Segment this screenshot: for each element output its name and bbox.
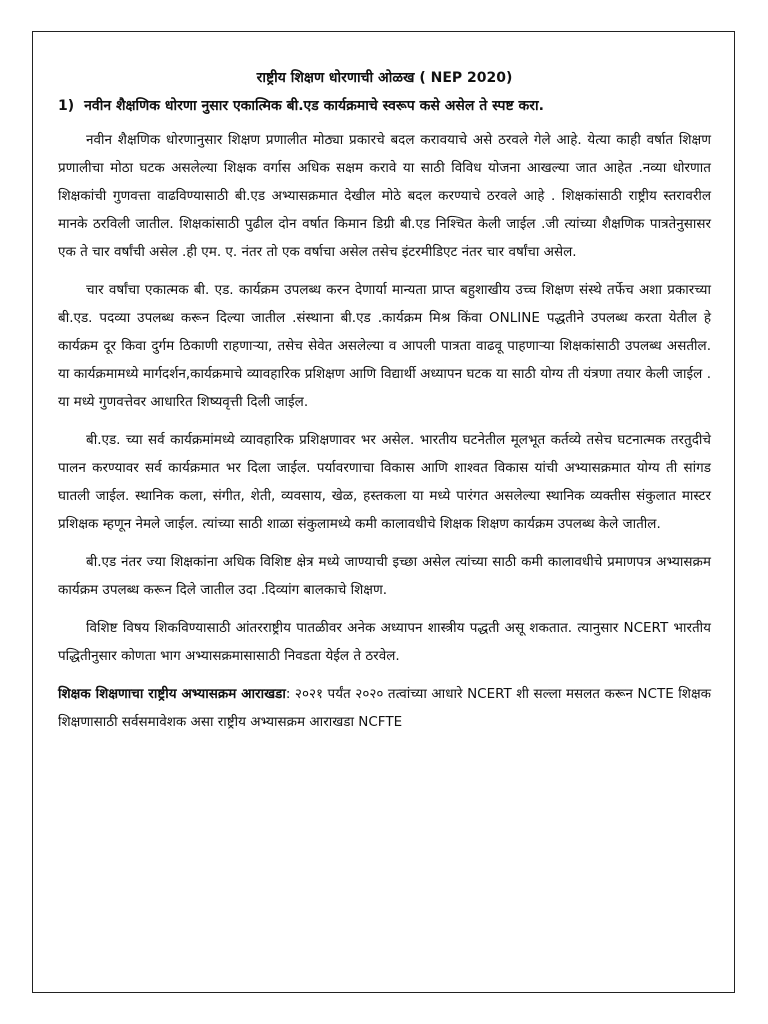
question-text: नवीन शैक्षणिक धोरणा नुसार एकात्मिक बी.एड कार्यक्रमाचे स्वरूप कसे असेल ते स्पष्ट करा. [84,98,544,114]
question-heading [58,96,711,116]
final-paragraph [58,680,711,736]
document-title: राष्ट्रीय शिक्षण धोरणाची ओळख ( NEP 2020) [256,70,513,86]
paragraph-1: नवीन शैक्षणिक धोरणानुसार शिक्षण प्रणालीत मोठ्या प्रकारचे बदल करावयाचे असे ठरवले गेले आहे. येत्या काही वर्षात शिक्षण प्रणालीचा मोठा घटक असलेल्या शिक्षक वर्गास अधिक सक्षम करावे या साठी विविध योजना आखल्या जात आहेत .नव्या धोरणात शिक्षकांची गुणवत्ता वाढविण्यासाठी बी.एड अभ्यासक्रमात देखील मोठे बदल करण्याचे ठरवले आहे . शिक्षकांसाठी राष्ट्रीय स्तरावरील मानके ठरविली जातील. शिक्षकांसाठी पुढील दोन वर्षात किमान डिग्री बी.एड निश्चित केली जाईल .जी त्यांच्या शैक्षणिक पात्रतेनुसासर एक ते चार वर्षांची असेल .ही एम. ए. नंतर तो एक वर्षाचा असेल तसेच इंटरमीडिएट नंतर चार वर्षांचा असेल. [58,132,711,260]
document-body [58,68,711,736]
paragraph-5: विशिष्ट विषय शिकविण्यासाठी आंतरराष्ट्रीय पातळीवर अनेक अध्यापन शास्त्रीय पद्धती असू शकतात. त्यानुसार NCERT भारतीय पद्धितीनुसार कोणता भाग अभ्यासक्रमासासाठी निवडता येईल ते ठरवेल. [58,620,711,664]
question-number: 1) [58,98,75,114]
paragraph-4: बी.एड नंतर ज्या शिक्षकांना अधिक विशिष्ट क्षेत्र मध्ये जाण्याची इच्छा असेल त्यांच्या साठी कमी कालावधीचे प्रमाणपत्र अभ्यासक्रम कार्यक्रम उपलब्ध करून दिले जातील उदा .दिव्यांग बालकाचे शिक्षण. [58,554,711,598]
final-paragraph-text: : २०२१ पर्यंत २०२० तत्वांच्या आधारे NCERT शी सल्ला मसलत करून NCTE शिक्षक शिक्षणासाठी सर्वसमावेशक असा राष्ट्रीय अभ्यासक्रम आराखडा NCFTE [58,686,711,730]
final-paragraph-heading: शिक्षक शिक्षणाचा राष्ट्रीय अभ्यासक्रम आराखडा [58,686,286,702]
paragraph-2: चार वर्षांचा एकात्मक बी. एड. कार्यक्रम उपलब्ध करन देणार्या मान्यता प्राप्त बहुशाखीय उच्च शिक्षण संस्थे तर्फेच अशा प्रकारच्या बी.एड. पदव्या उपलब्ध करून दिल्या जातील .संस्थाना बी.एड .कार्यक्रम मिश्र किंवा ONLINE पद्धतीने उपलब्ध करता येतील हे कार्यक्रम दूर किवा दुर्गम ठिकाणी राहणाऱ्या, तसेच सेवेत असलेल्या व आपली पात्रता वाढवू पाहणाऱ्या शिक्षकांसाठी उपलब्ध असतील. या कार्यक्रमामध्ये मार्गदर्शन,कार्यक्रमाचे व्यावहारिक प्रशिक्षण आणि विद्यार्थी अध्यापन घटक या साठी योग्य ती यंत्रणा तयार केली जाईल . या मध्ये गुणवत्तेवर आधारित शिष्यवृत्ती दिली जाईल. [58,282,711,410]
paragraph-3: बी.एड. च्या सर्व कार्यक्रमांमध्ये व्यावहारिक प्रशिक्षणावर भर असेल. भारतीय घटनेतील मूलभूत कर्तव्ये तसेच घटनात्मक तरतुदीचे पालन करण्यावर सर्व कार्यक्रमात भर दिला जाईल. पर्यावरणाचा विकास आणि शाश्वत विकास यांची अभ्यासक्रमात योग्य ती सांगड घातली जाईल. स्थानिक कला, संगीत, शेती, व्यवसाय, खेळ, हस्तकला या मध्ये पारंगत असलेल्या स्थानिक व्यक्तीस संकुलात मास्टर प्रशिक्षक म्हणून नेमले जाईल. त्यांच्या साठी शाळा संकुलामध्ये कमी कालावधीचे शिक्षक शिक्षण कार्यक्रम उपलब्ध केले जातील. [58,432,711,532]
page-frame [32,31,735,993]
